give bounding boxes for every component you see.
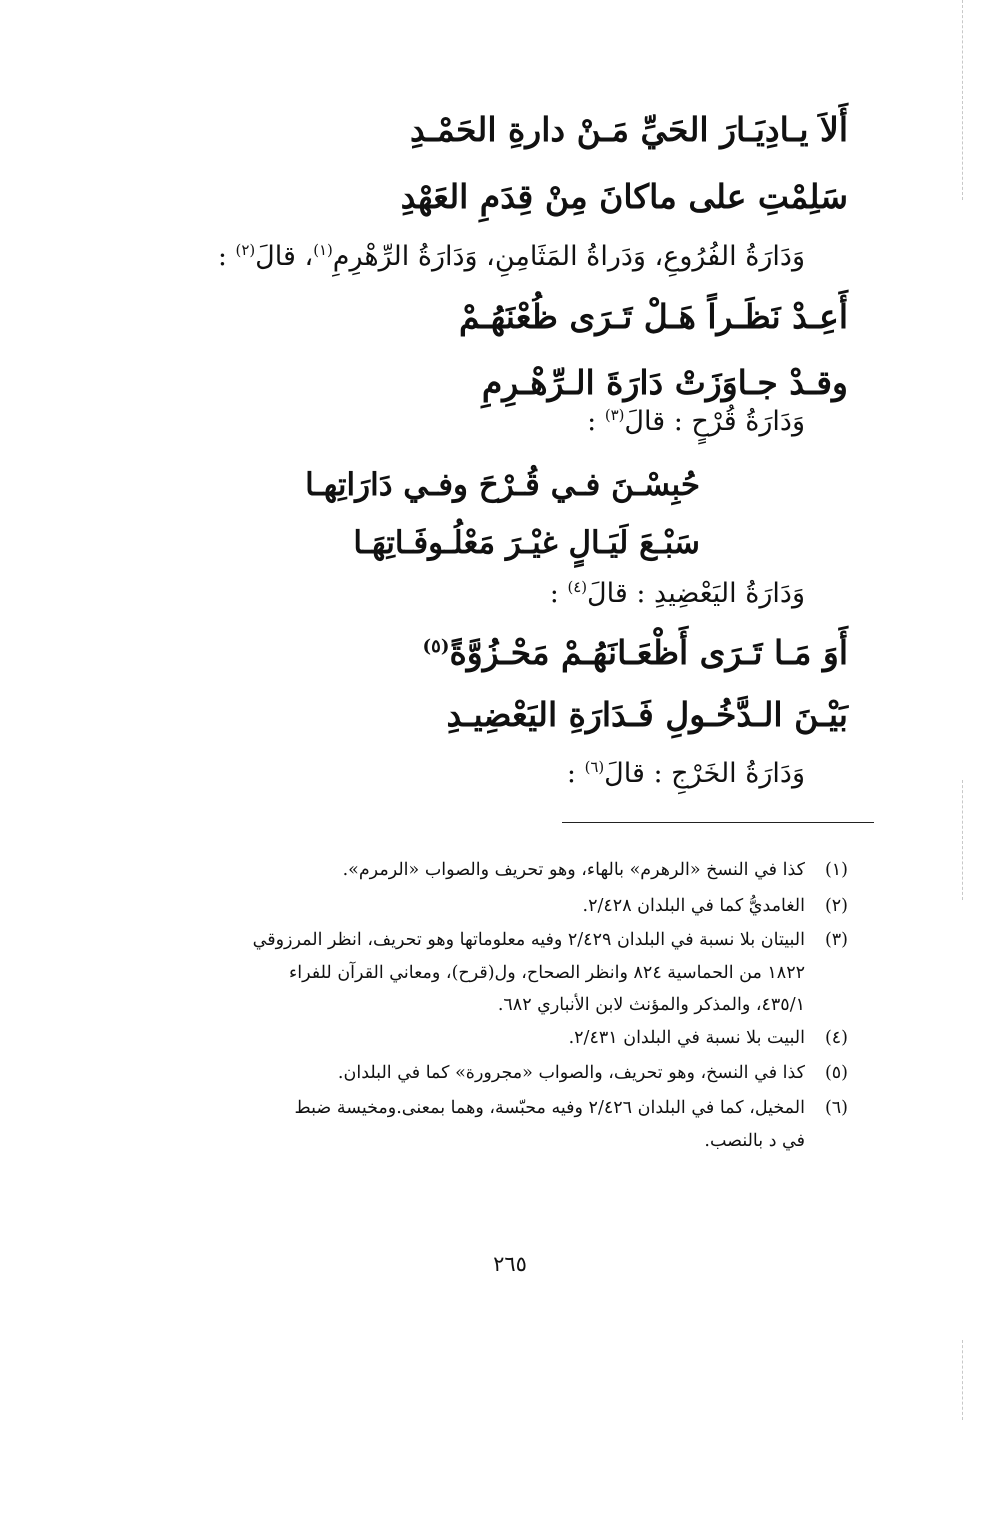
prose-text: وَدَارَةُ اليَعْضِيدِ : قالَ — [587, 578, 805, 609]
footnote-text: المخيل، كما في البلدان ٢/٤٢٦ وفيه محبّسة، وهما بمعنى.ومخيسة ضبط — [294, 1098, 805, 1118]
footnote-ref: (٦) — [584, 758, 605, 776]
verse-line-1: أَلاَ يـادِيَـارَ الحَيِّ مَـنْ دارةِ الحَمْـدِ — [409, 110, 848, 149]
prose-line-places — [218, 243, 805, 270]
prose-line-qurh — [587, 408, 805, 435]
prose-text: وَدَارَةُ الخَرْجِ : قالَ — [604, 758, 805, 789]
footnote-text: كذا في النسخ «الرهرم» بالهاء، وهو تحريف والصواب «الرمرم». — [342, 860, 805, 880]
footnote-text: في د بالنصب. — [704, 1131, 805, 1151]
verse-line-2: سَلِمْتِ على ماكانَ مِنْ قِدَمِ العَهْدِ — [400, 177, 848, 216]
prose-text: وَدَارَةُ الفُرُوعِ، وَدَراةُ المَثَامِنِ، وَدَارَةُ الرِّهْرِمِ — [332, 241, 805, 272]
footnote-text: البيت بلا نسبة في البلدان ٢/٤٣١. — [568, 1028, 805, 1048]
page-number: ٢٦٥ — [493, 1252, 527, 1276]
footnote-number: (١) — [824, 860, 848, 880]
footnote-number: (٢) — [824, 896, 848, 916]
prose-text: : — [217, 241, 236, 272]
verse-text: أَوَ مَـا تَـرَى أَظْعَـانَهُـمْ مَحْـزُوَّةً — [449, 633, 848, 672]
verse-line-8: بَيْـنَ الـدَّخُـولِ فَـدَارَةِ اليَعْضِيـدِ — [446, 695, 848, 734]
prose-text: ، قالَ — [255, 241, 314, 272]
verse-line-7 — [422, 633, 848, 672]
prose-text: : — [566, 758, 585, 789]
footnote-number: (٣) — [824, 930, 848, 950]
footnote-number: (٦) — [824, 1098, 848, 1118]
footnote-ref: (١) — [313, 241, 333, 259]
footnote-text: كذا في النسخ، وهو تحريف، والصواب «مجرورة» كما في البلدان. — [337, 1063, 805, 1083]
page-edge-line — [962, 780, 963, 900]
prose-line-kharj — [567, 760, 805, 787]
footnote-text: ٤٣٥/١، والمذكر والمؤنث لابن الأنباري ٦٨٢. — [497, 995, 805, 1015]
footnote-ref: (٢) — [235, 241, 256, 259]
prose-text: وَدَارَةُ قُرْحٍ : قالَ — [624, 406, 805, 437]
footnote-separator — [562, 822, 874, 823]
footnote-text: الغامديُّ كما في البلدان ٢/٤٢٨. — [582, 896, 805, 916]
footnote-number: (٤) — [824, 1028, 848, 1048]
footnote-number: (٥) — [824, 1063, 848, 1083]
footnote-text: البيتان بلا نسبة في البلدان ٢/٤٢٩ وفيه معلوماتها وهو تحريف، انظر المرزوقي — [252, 930, 805, 950]
prose-text: : — [549, 578, 568, 609]
prose-text: : — [587, 406, 605, 437]
verse-line-3: أَعِـدْ نَظَـراً هَـلْ تَـرَى ظُعْنَهُـمْ — [458, 297, 848, 336]
footnote-ref: (٣) — [604, 406, 625, 424]
prose-line-yadid — [550, 580, 805, 607]
page-edge-line — [962, 1340, 963, 1420]
verse-line-4: وقـدْ جـاوَزَتْ دَارَةَ الـرِّهْـرِمِ — [481, 363, 848, 402]
verse-line-5: حُبِسْـنَ فـي قُـرْحَ وفـي دَارَاتِهـا — [305, 467, 700, 503]
footnote-ref: (٤) — [567, 578, 588, 596]
footnote-text: ١٨٢٢ من الحماسية ٨٢٤ وانظر الصحاح، ول(قرح)، ومعاني القرآن للفراء — [289, 963, 805, 983]
page-edge-line — [962, 0, 963, 200]
footnote-ref: (٥) — [422, 636, 450, 657]
verse-line-6: سَبْـعَ لَيَـالٍ غيْـرَ مَعْلُـوفَـاتِهَـا — [353, 525, 700, 561]
